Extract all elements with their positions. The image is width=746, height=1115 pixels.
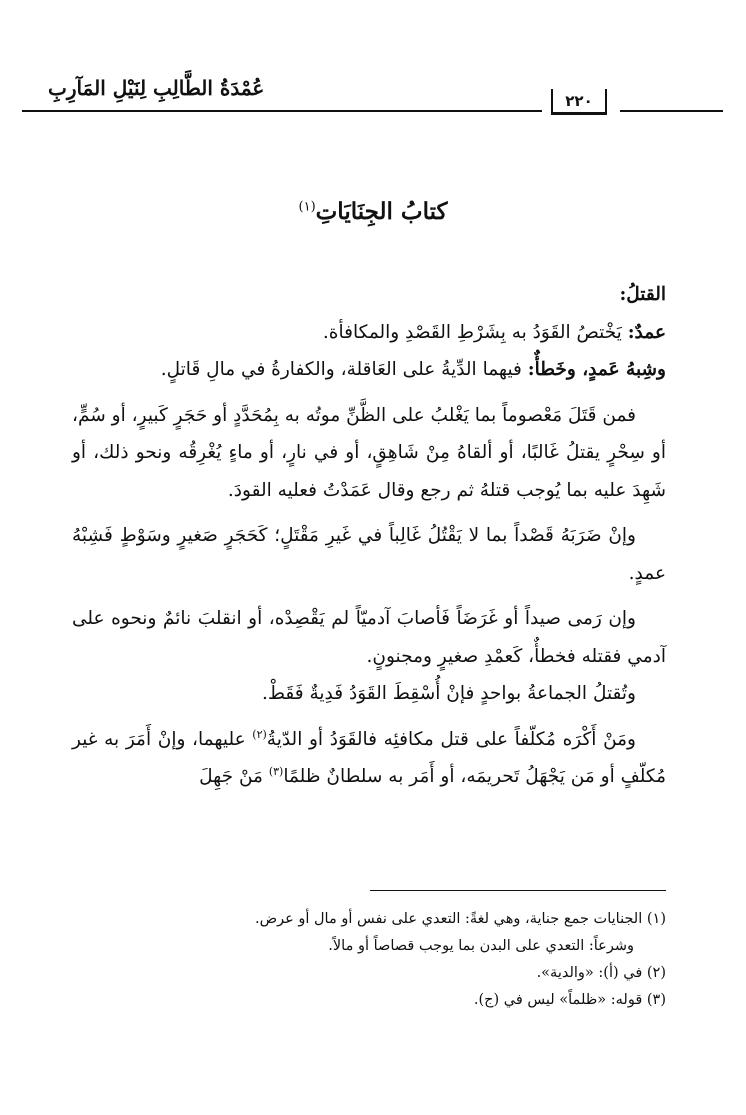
chapter-title: [0, 198, 746, 225]
term: عمدٌ:: [627, 321, 666, 343]
paragraph-text: يَخْتصُ القَوَدُ به بِشَرْطِ القَصْدِ والمكافأة.: [322, 321, 628, 343]
section-label: القتلُ:: [619, 284, 666, 305]
footnote-2: (٢) في (أ): «والدية».: [536, 965, 666, 981]
paragraph-text: فيهما الدِّيةُ على العَاقلة، والكفارةُ في مالِ قَاتلٍ.: [160, 359, 528, 380]
footnote-1: (١) الجنايات جمع جناية، وهي لغةً: التعدي على نفس أو مال أو عرض.: [254, 911, 666, 927]
paragraph: [72, 314, 666, 352]
paragraph: وإنْ ضَرَبَهُ قَصْداً بما لا يَقْتُلُ غَالِباً في غَيرِ مَقْتَلٍ؛ كَحَجَرٍ صَغيرٍ وسَوْطٍ فَشِبْهُ عمدٍ.: [72, 525, 666, 584]
page-number: ٢٢٠: [551, 89, 607, 115]
footnote-3: (٣) قوله: «ظلماً» ليس في (ج).: [473, 992, 666, 1008]
paragraph-text: مَنْ جَهِلَ: [199, 766, 269, 787]
footnote-1-continued: وشرعاً: التعدي على البدن بما يوجب قصاصاً أو مالاً.: [328, 938, 634, 954]
paragraph: [72, 351, 666, 389]
chapter-title-text: كتابُ الجِنَايَاتِ: [315, 198, 448, 225]
main-text: [72, 276, 666, 796]
footnote-ref-3: (٣): [268, 764, 284, 778]
book-title: عُمْدَةُ الطَّالِبِ لِنَيْلِ المَآرِبِ: [48, 76, 265, 100]
header-rule-right: [620, 110, 723, 112]
paragraph: وإن رَمى صيداً أو غَرَضَاً فَأصابَ آدميّاً لم يَقْصِدْه، أو انقلبَ نائمٌ ونحوه على آدمي فقتله فخطأٌ، كَعمْدِ صغيرٍ ومجنونٍ.: [72, 608, 666, 667]
paragraph-text: عليهما، وإنْ أَمَرَ به غير مُكلّفٍ أو مَن يَجْهَلُ تَحريمَه، أو أَمَر به سلطانٌ ظلمًا: [72, 728, 666, 787]
paragraph: فمن قَتَلَ مَعْصوماً بما يَغْلبُ على الظَّنِّ موتُه به بِمُحَدَّدٍ أو حَجَرٍ كَبيرٍ، أو سُمٍّ، أو سِحْرٍ يقتلُ غَالبًا، أو ألقاهُ مِنْ شَاهِقٍ، أو في نارٍ، أو ماءٍ يُغْرِقُه ونحو ذلك، أو شَهِدَ عليه بما يُوجب قتلهُ ثم رجع وقال عَمَدْتُ فعليه القودَ.: [72, 404, 666, 501]
footnote-divider: [370, 890, 666, 891]
paragraph-text: ومَنْ أَكْرَه مُكلّفاً على قتل مكافئِه فالقَوَدُ أو الدّيةُ: [266, 728, 636, 750]
footnote-ref-2: (٢): [252, 727, 267, 741]
paragraph: وتُقتلُ الجماعةُ بواحدٍ فإنْ أُسْقِطَ القَوَدُ فَدِيةٌ فَقَطْ.: [261, 683, 636, 704]
paragraph-label: [72, 276, 666, 314]
paragraph: [72, 721, 666, 796]
term: وشِبهُ عَمدٍ، وخَطأٌ:: [527, 359, 666, 380]
footnotes: [60, 906, 666, 1014]
header-rule-left: [22, 110, 542, 112]
footnote-ref-1: (١): [298, 199, 316, 215]
